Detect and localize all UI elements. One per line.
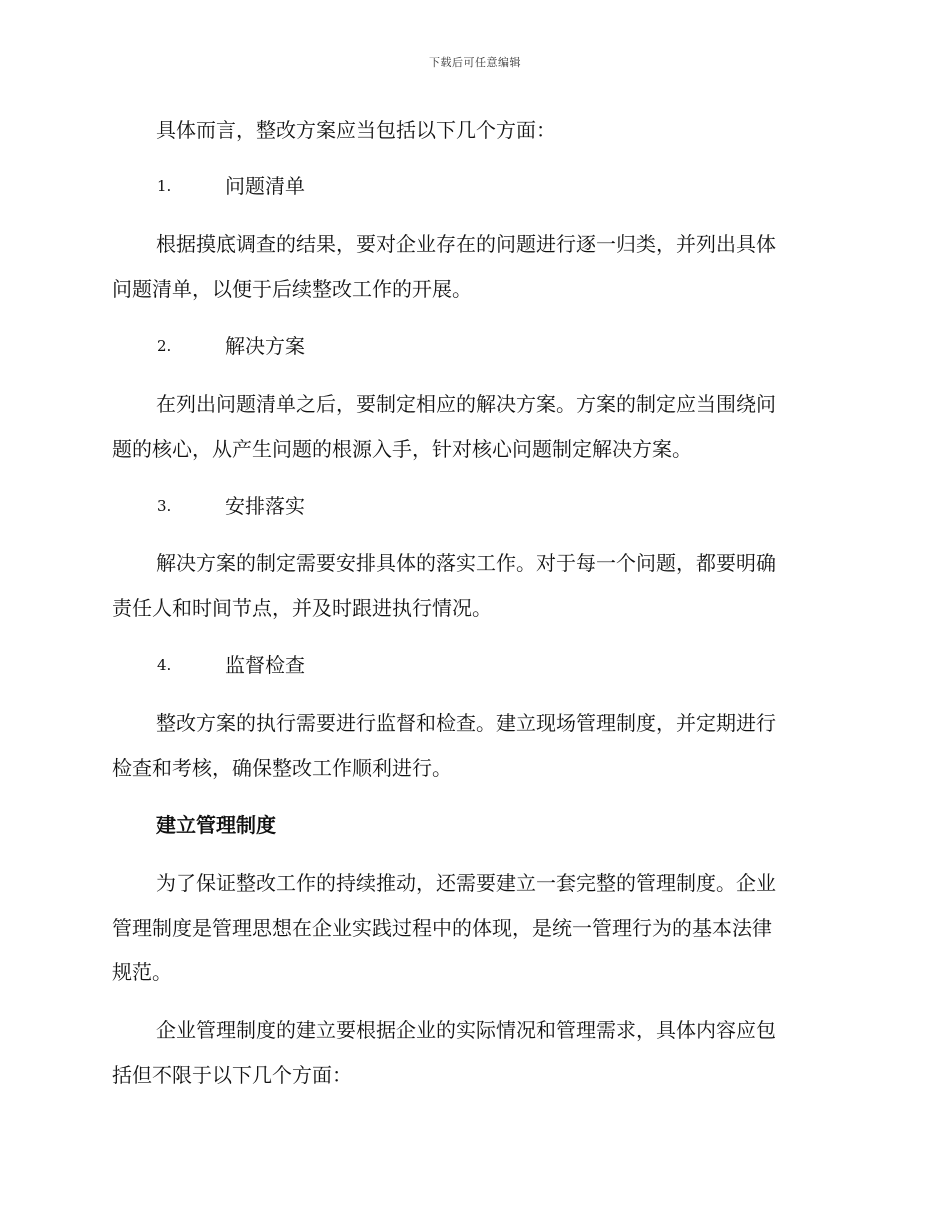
item-2-text-line-1: 在列出问题清单之后，要制定相应的解决方案。方案的制定应当围绕问 — [156, 392, 776, 416]
item-4-title: 监督检查 — [225, 653, 305, 677]
item-3-title: 安排落实 — [225, 494, 305, 518]
item-4-text-line-2: 检查和考核，确保整改工作顺利进行。 — [112, 756, 452, 780]
item-4-text-line-1: 整改方案的执行需要进行监督和检查。建立现场管理制度，并定期进行 — [156, 711, 776, 735]
item-1-number: 1. — [157, 177, 172, 195]
section-paragraph-2-line-1: 企业管理制度的建立要根据企业的实际情况和管理需求，具体内容应包 — [156, 1018, 776, 1042]
section-paragraph-2-line-2: 括但不限于以下几个方面： — [112, 1063, 352, 1087]
intro-paragraph: 具体而言，整改方案应当包括以下几个方面： — [156, 118, 556, 142]
section-paragraph-1-line-3: 规范。 — [112, 960, 172, 984]
page-header-note: 下载后可任意编辑 — [429, 56, 521, 69]
item-3-number: 3. — [157, 497, 172, 515]
section-paragraph-1-line-2: 管理制度是管理思想在企业实践过程中的体现，是统一管理行为的基本法律 — [112, 916, 772, 940]
item-2-text-line-2: 题的核心，从产生问题的根源入手，针对核心问题制定解决方案。 — [112, 437, 692, 461]
item-2-number: 2. — [157, 337, 172, 355]
item-1-title: 问题清单 — [225, 174, 305, 198]
item-3-text-line-1: 解决方案的制定需要安排具体的落实工作。对于每一个问题，都要明确 — [156, 551, 776, 575]
item-1-text-line-1: 根据摸底调查的结果，要对企业存在的问题进行逐一归类，并列出具体 — [156, 232, 776, 256]
item-4-number: 4. — [157, 656, 172, 674]
item-1-text-line-2: 问题清单，以便于后续整改工作的开展。 — [112, 277, 472, 301]
section-paragraph-1-line-1: 为了保证整改工作的持续推动，还需要建立一套完整的管理制度。企业 — [156, 871, 776, 895]
item-2-title: 解决方案 — [225, 334, 305, 358]
item-3-text-line-2: 责任人和时间节点，并及时跟进执行情况。 — [112, 596, 492, 620]
section-heading: 建立管理制度 — [156, 813, 276, 837]
